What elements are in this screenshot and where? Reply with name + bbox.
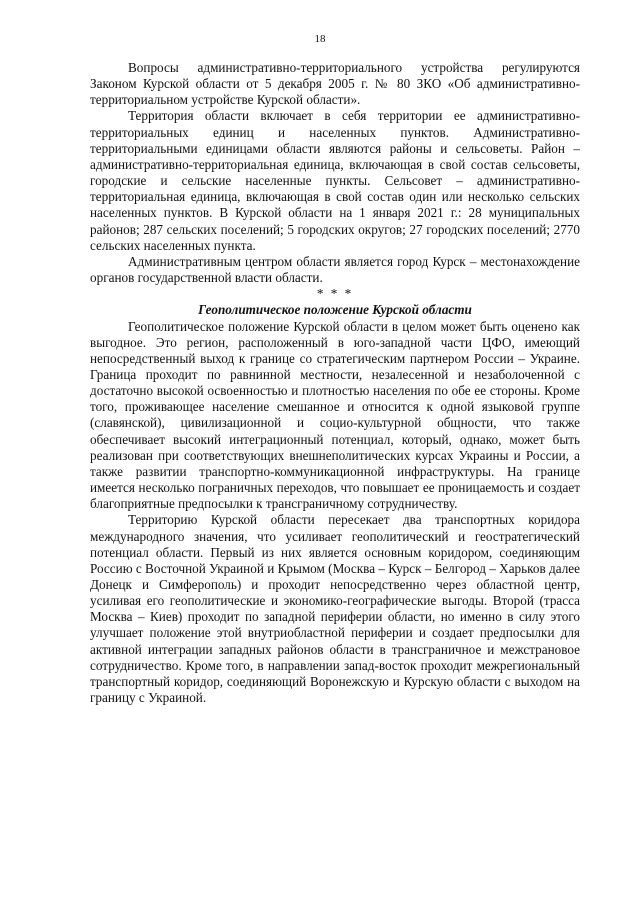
paragraph-transport-corridors: Территорию Курской области пересекает два транспортных коридора международного значения, что усиливает геополитический и геостратегический потенциал области. Первый из них является основным коридором, соединяющим Россию с Восточной Украиной и Крымом (Москва – Курск – Белгород – Харьков далее Донецк и Симферополь) и проходит непосредственно через областной центр, усиливая его геополитические и экономико-географические выгоды. Второй (трасса Москва – Киев) проходит по западной периферии области, но именно в силу этого улучшает положение этой внутриобластной периферии и создает предпосылки для активной интеграции западных районов области в трансграничное и межстрановое сотрудничество. Кроме того, в направлении запад-восток проходит межрегиональный транспортный коридор, соединяющий Воронежскую и Курскую области с выходом на границу с Украиной. [90,512,580,706]
paragraph-administrative-center: Административным центром области является город Курск – местонахождение органов государственной власти области. [90,253,580,286]
paragraph-territory-structure: Территория области включает в себя территории ее административно-территориальных единиц и населенных пунктов. Административно-территориальными единицами области являются районы и сельсоветы. Район – административно-территориальная единица, включающая в свой состав сельсоветы, городские и сельские населенные пункты. Сельсовет – административно-территориальная единица, включающая в свой состав один или несколько сельских населенных пунктов. В Курской области на 1 января 2021 г.: 28 муниципальных районов; 287 сельских поселений; 5 городских округов; 27 городских поселений; 2770 сельских населенных пункта. [90,108,580,253]
paragraph-admin-regulation: Вопросы административно-территориального устройства регулируются Законом Курской области от 5 декабря 2005 г. № 80 ЗКО «Об административно-территориальном устройстве Курской области». [90,60,580,108]
section-separator: * * * [316,286,354,302]
document-body [90,60,580,706]
page-number: 18 [314,33,326,45]
section-title: Геополитическое положение Курской области [198,302,472,318]
paragraph-geopolitical-position: Геополитическое положение Курской области в целом может быть оценено как выгодное. Это регион, расположенный в юго-западной части ЦФО, имеющий непосредственный выход к границе со стратегическим партнером России – Украине. Граница проходит по равнинной местности, незалесенной и незаболоченной с достаточно высокой освоенностью и плотностью населения по обе ее стороны. Кроме того, проживающее население смешанное и относится к одной языковой группе (славянской), цивилизационной и социо-культурной общности, что также обеспечивает высокий интеграционный потенциал, который, однако, может быть реализован при соответствующих внешнеполитических курсах Украины и России, а также развитии транспортно-коммуникационной инфраструктуры. На границе имеется несколько пограничных переходов, что повышает ее проницаемость и создает благоприятные предпосылки к трансграничному сотрудничеству. [90,318,580,512]
